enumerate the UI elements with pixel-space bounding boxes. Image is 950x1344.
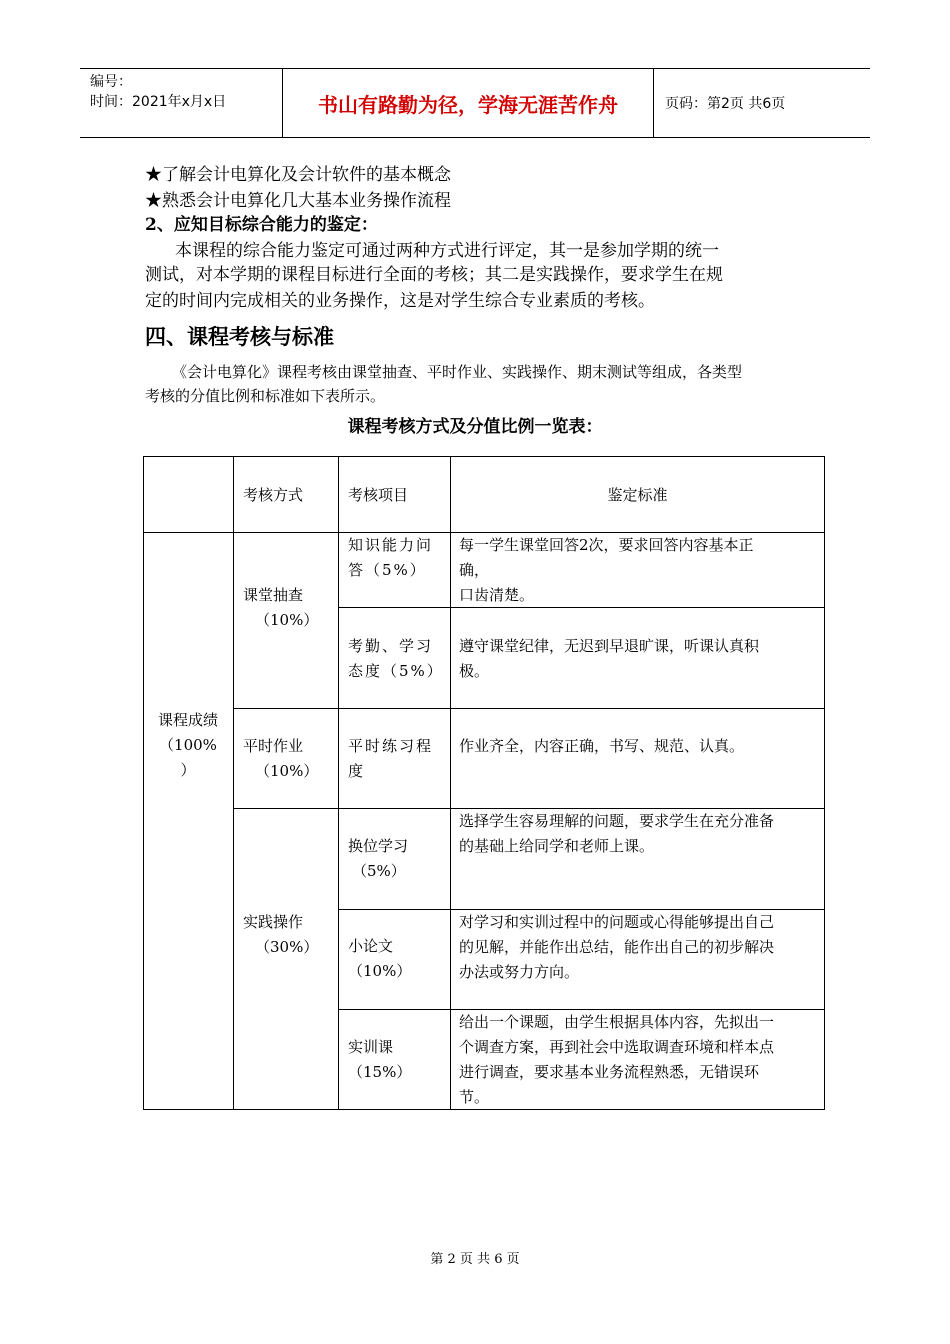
section-title: 四、课程考核与标准: [145, 325, 334, 349]
number-label: 编号：: [90, 74, 132, 90]
header-page-info: 页码：第2页 共6页: [665, 96, 786, 112]
assessment-table: [143, 456, 825, 1110]
standard-row-5: 对学习和实训过程中的问题或心得能够提出自己 的见解，并能作出总结，能作出自己的初步解决 办法或努力方向。: [459, 913, 775, 981]
item-row-5: 小论文 （10%）: [348, 937, 412, 980]
bullet-line-2: ★熟悉会计电算化几大基本业务操作流程: [145, 191, 451, 211]
time-label: 时间：2021年x月x日: [90, 94, 227, 110]
item-row-2: 考勤、学习 态度（5%）: [348, 637, 444, 680]
item-row-4: 换位学习 （5%）: [348, 837, 409, 880]
intro-line-1: 《会计电算化》课程考核由课堂抽查、平时作业、实践操作、期末测试等组成，各类型: [172, 363, 743, 381]
method-class-check: 课堂抽查 （10%）: [243, 586, 319, 629]
standard-row-2: 遵守课堂纪律，无迟到早退旷课，听课认真积 极。: [459, 637, 760, 680]
standard-row-1: 每一学生课堂回答2次，要求回答内容基本正 确， 口齿清楚。: [459, 536, 754, 604]
intro-line-2: 考核的分值比例和标准如下表所示。: [145, 387, 386, 405]
paragraph-line-1: 本课程的综合能力鉴定可通过两种方式进行评定，其一是参加学期的统一: [175, 241, 719, 261]
course-grade-label: 课程成绩 （100% ）: [157, 711, 218, 779]
standard-row-3: 作业齐全，内容正确，书写、规范、认真。: [459, 737, 745, 755]
header-meta: [80, 69, 283, 137]
item-row-6: 实训课 （15%）: [348, 1038, 412, 1081]
subheading: 2、应知目标综合能力的鉴定：: [145, 215, 378, 235]
item-row-3: 平时练习程 度: [348, 737, 434, 780]
item-row-1: 知识能力问 答（5%）: [348, 536, 434, 579]
page-footer: 第 2 页 共 6 页: [430, 1252, 520, 1267]
standard-row-4: 选择学生容易理解的问题，要求学生在充分准备 的基础上给同学和老师上课。: [459, 812, 775, 855]
header-method: 考核方式: [243, 486, 304, 504]
method-homework: 平时作业 （10%）: [243, 737, 319, 780]
paragraph-line-3: 定的时间内完成相关的业务操作，这是对学生综合专业素质的考核。: [145, 291, 655, 311]
header-motto: 书山有路勤为径，学海无涯苦作舟: [283, 69, 654, 137]
header-standard: 鉴定标准: [607, 486, 668, 504]
paragraph-line-2: 测试，对本学期的课程目标进行全面的考核；其二是实践操作，要求学生在规: [145, 265, 723, 285]
bullet-line-1: ★了解会计电算化及会计软件的基本概念: [145, 165, 451, 185]
table-caption: 课程考核方式及分值比例一览表：: [347, 417, 603, 437]
page-header: [80, 68, 870, 138]
method-practice: 实践操作 （30%）: [243, 913, 319, 956]
header-item: 考核项目: [348, 486, 409, 504]
standard-row-6: 给出一个课题，由学生根据具体内容，先拟出一 个调查方案，再到社会中选取调查环境和样本点 进行调查，要求基本业务流程熟悉，无错误环 节。: [459, 1013, 775, 1106]
